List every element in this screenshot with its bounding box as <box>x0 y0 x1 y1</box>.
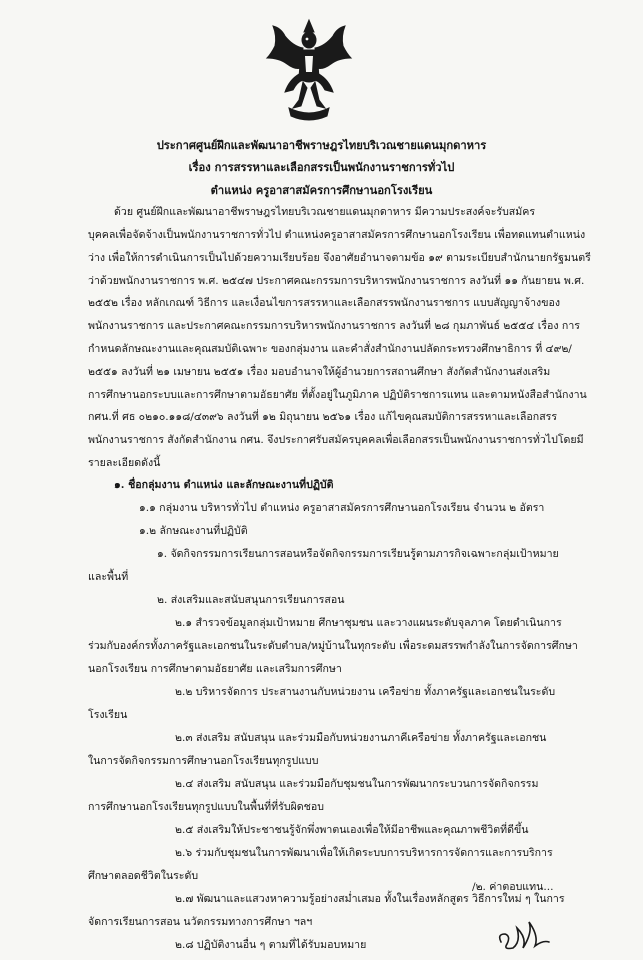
duty-2-1-line: นอกโรงเรียน การศึกษาตามอัธยาศัย และเสริมการศึกษา <box>88 663 342 675</box>
item-1-2: ๑.๒ ลักษณะงานที่ปฏิบัติ <box>139 525 248 537</box>
duty-1-line: และพื้นที่ <box>88 571 129 583</box>
intro-line: ๒๕๕๒ เรื่อง หลักเกณฑ์ วิธีการ และเงื่อนไขการสรรหาและเลือกสรรพนักงานราชการ แบบสัญญาจ้างของ <box>88 297 560 309</box>
intro-line: รายละเอียดดังนี้ <box>88 457 161 469</box>
duty-2-4-line: ๒.๔ ส่งเสริม สนับสนุน และร่วมมือกับชุมชนในการพัฒนากระบวนการจัดกิจกรรม <box>175 778 539 790</box>
intro-line: ๒๕๕๑ ลงวันที่ ๒๑ เมษายน ๒๕๕๑ เรื่อง มอบอำนาจให้ผู้อำนวยการสถานศึกษา สังกัดสำนักงานส่งเสริม <box>88 366 551 378</box>
item-1-1: ๑.๑ กลุ่มงาน บริหารทั่วไป ตำแหน่ง ครูอาสาสมัครการศึกษานอกโรงเรียน จำนวน ๒ อัตรา <box>139 502 545 514</box>
intro-line: ว่าง เพื่อให้การดำเนินการเป็นไปด้วยความเรียบร้อย จึงอาศัยอำนาจตามข้อ ๑๙ ตามระเบียบสำนักนายกรัฐมนตรี <box>88 252 591 264</box>
section-heading: ๑. ชื่อกลุ่มงาน ตำแหน่ง และลักษณะงานที่ปฏิบัติ <box>114 479 334 491</box>
intro-line: กศน.ที่ ศธ ๐๒๑๐.๑๑๘/๔๓๙๖ ลงวันที่ ๑๒ มิถุนายน ๒๕๖๑ เรื่อง แก้ไขคุณสมบัติการสรรหาและเลือกสรร <box>88 411 558 423</box>
announcement-title: ประกาศศูนย์ฝึกและพัฒนาอาชีพราษฎรไทยบริเวณชายแดนมุกดาหาร <box>156 138 487 152</box>
announcement-subject: เรื่อง การสรรหาและเลือกสรรเป็นพนักงานราชการทั่วไป <box>188 160 455 174</box>
duty-2-3-line: ๒.๓ ส่งเสริม สนับสนุน และร่วมมือกับหน่วยงานภาคีเครือข่าย ทั้งภาครัฐและเอกชน <box>175 732 547 744</box>
duty-2-1-line: ๒.๑ สำรวจข้อมูลกลุ่มเป้าหมาย ศึกษาชุมชน และวางแผนระดับจุลภาค โดยดำเนินการ <box>175 617 562 629</box>
garuda-emblem-icon <box>263 18 355 126</box>
continued-marker: /๒. ค่าตอบแทน... <box>472 881 554 893</box>
duty-2-4-line: การศึกษานอกโรงเรียนทุกรูปแบบในพื้นที่ที่รับผิดชอบ <box>88 801 324 813</box>
duty-2-5: ๒.๕ ส่งเสริมให้ประชาชนรู้จักพึ่งพาตนเองเพื่อให้มีอาชีพและคุณภาพชีวิตที่ดีขึ้น <box>175 824 529 836</box>
duty-1-line: ๑. จัดกิจกรรมการเรียนการสอนหรือจัดกิจกรรมการเรียนรู้ตามภารกิจเฉพาะกลุ่มเป้าหมาย <box>157 548 559 560</box>
duty-2-1-line: ร่วมกับองค์กรทั้งภาครัฐและเอกชนในระดับตำบล/หมู่บ้านในทุกระดับ เพื่อระดมสรรพกำลังในการจัดการศึกษา <box>88 640 578 652</box>
intro-line: การศึกษานอกระบบและการศึกษาตามอัธยาศัย ที่ตั้งอยู่ในภูมิภาค ปฏิบัติราชการแทน และตามหนังสือสำนักงาน <box>88 389 587 401</box>
signature-initial-icon <box>493 912 553 954</box>
intro-line: พนักงานราชการ สังกัดสำนักงาน กศน. จึงประกาศรับสมัครบุคคลเพื่อเลือกสรรเป็นพนักงานราชการทั่วไปโดยมี <box>88 434 584 446</box>
duty-2-2-line: ๒.๒ บริหารจัดการ ประสานงานกับหน่วยงาน เครือข่าย ทั้งภาครัฐและเอกชนในระดับ <box>175 686 556 698</box>
intro-line: บุคคลเพื่อจัดจ้างเป็นพนักงานราชการทั่วไป ตำแหน่งครูอาสาสมัครการศึกษานอกโรงเรียน เพื่อทดแทนตำแหน่ง <box>88 229 586 241</box>
duty-2-8: ๒.๘ ปฏิบัติงานอื่น ๆ ตามที่ได้รับมอบหมาย <box>175 939 367 951</box>
announcement-position: ตำแหน่ง ครูอาสาสมัครการศึกษานอกโรงเรียน <box>210 183 433 197</box>
intro-line: ด้วย ศูนย์ฝึกและพัฒนาอาชีพราษฎรไทยบริเวณชายแดนมุกดาหาร มีความประสงค์จะรับสมัคร <box>114 206 536 218</box>
duty-2-3-line: ในการจัดกิจกรรมการศึกษานอกโรงเรียนทุกรูปแบบ <box>88 755 319 767</box>
duty-2-6-line: ๒.๖ ร่วมกับชุมชนในการพัฒนาเพื่อให้เกิดระบบการบริหารการจัดการและการบริการ <box>175 847 553 859</box>
intro-line: พนักงานราชการ และประกาศคณะกรรมการบริหารพนักงานราชการ ลงวันที่ ๒๘ กุมภาพันธ์ ๒๕๕๔ เรื่อง การ <box>88 320 580 332</box>
duty-2-7-line: จัดการเรียนการสอน นวัตกรรมทางการศึกษา ฯลฯ <box>88 916 313 928</box>
duty-2-7-line: ๒.๗ พัฒนาและแสวงหาความรู้อย่างสม่ำเสมอ ทั้งในเรื่องหลักสูตร วิธีการใหม่ ๆ ในการ <box>175 893 565 905</box>
intro-line: ว่าด้วยพนักงานราชการ พ.ศ. ๒๕๔๗ ประกาศคณะกรรมการบริหารพนักงานราชการ ลงวันที่ ๑๑ กันยายน พ.ศ. <box>88 275 585 287</box>
intro-line: กำหนดลักษณะงานและคุณสมบัติเฉพาะ ของกลุ่มงาน และคำสั่งสำนักงานปลัดกระทรวงศึกษาธิการ ที่ ๔๙๒/ <box>88 343 572 355</box>
duty-2-2-line: โรงเรียน <box>88 709 128 721</box>
duty-2: ๒. ส่งเสริมและสนับสนุนการเรียนการสอน <box>157 594 345 606</box>
duty-2-6-line: ศึกษาตลอดชีวิตในระดับ <box>88 870 199 882</box>
